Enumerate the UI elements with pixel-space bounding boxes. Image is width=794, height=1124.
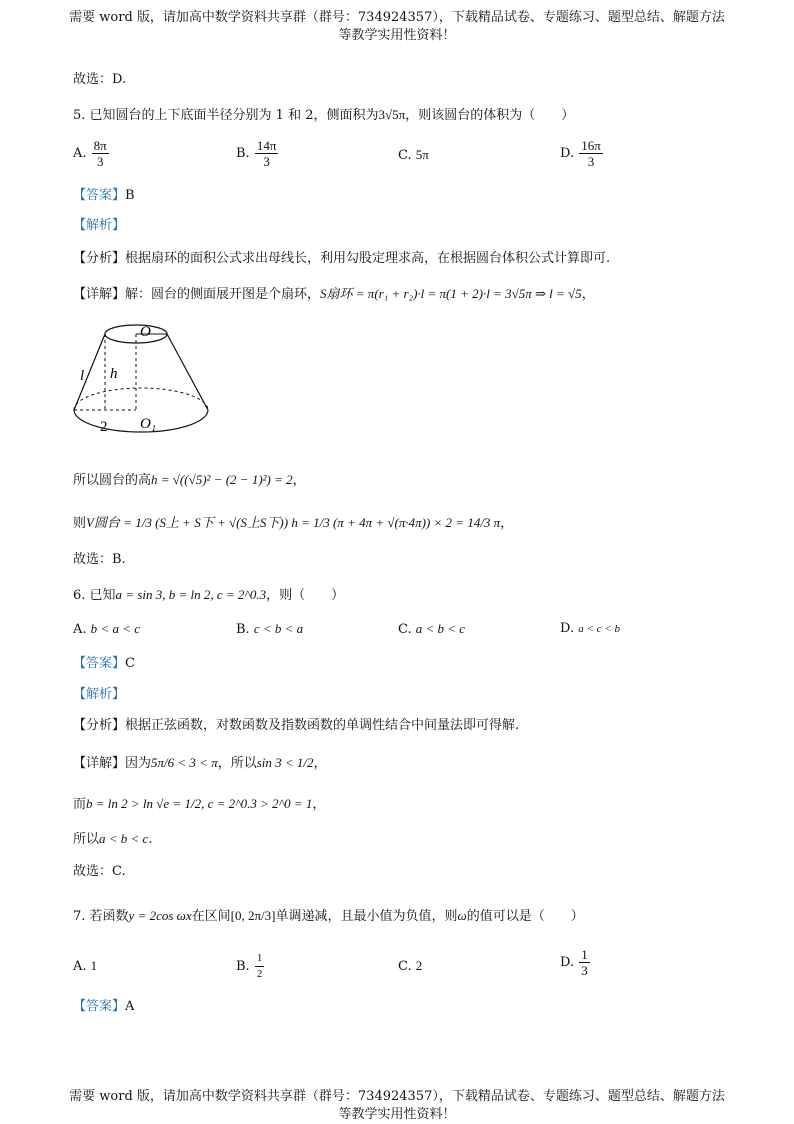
label-height: h <box>110 366 118 382</box>
q7-option-d: D. $\frac{1}{3}$ <box>560 947 588 978</box>
q7-option-a: A. 1 <box>73 958 98 974</box>
page-footer <box>0 1088 794 1124</box>
fraction: $\frac{14\pi}{3}$ <box>256 138 277 169</box>
q5-volume-formula: V圆台 = 1/3 (S上 + S下 + √(S上S下)) h = 1/3 (π + 4π + √(π·4π)) × 2 = 14/3 π <box>86 515 501 530</box>
q5-conclusion: 故选：B. <box>73 552 126 567</box>
q7-stem: 7. 若函数y = 2cos ωx在区间[0, 2π/3]单调递减，且最小值为负值，则ω的值可以是（ ） <box>73 908 584 924</box>
q6-fenxi: 【分析】根据正弦函数，对数函数及指数函数的单调性结合中间量法即可得解. <box>73 718 520 733</box>
label-radius: 2 <box>100 419 108 435</box>
q5-option-a: A. $\frac{8\pi}{3}$ <box>73 138 107 169</box>
footer-line1: 需要 word 版，请加高中数学资料共享群（群号：734924357），下载精品试卷、专题练习、题型总结、解题方法 <box>69 1089 725 1104</box>
frustum-bottom-back <box>74 388 208 410</box>
q5-detail: 【详解】解：圆台的侧面展开图是个扇环，S扇环 = π(r₁ + r₂)·l = π(1 + 2)·l = 3√5π ⇒ l = √5， <box>73 286 595 302</box>
q7-answer: 【答案】A <box>73 999 135 1014</box>
q5-volume-line: 则V圆台 = 1/3 (S上 + S下 + √(S上S下)) h = 1/3 (π + 4π + √(π·4π)) × 2 = 14/3 π， <box>73 515 514 531</box>
label-bottom-center: O₁ <box>140 416 157 432</box>
q5-height-line: 所以圆台的高h = √((√5)² − (2 − 1)²) = 2， <box>73 472 306 488</box>
fraction: $\frac{1}{3}$ <box>581 947 588 978</box>
q6-detail: 【详解】因为5π/6 < 3 < π，所以sin 3 < 1/2， <box>73 755 327 771</box>
q6-analysis-heading: 【解析】 <box>73 687 126 702</box>
q5-answer: 【答案】B <box>73 188 135 203</box>
q6-stem: 6. 已知a = sin 3, b = ln 2, c = 2^0.3，则（ ） <box>73 587 345 603</box>
q5-analysis-heading: 【解析】 <box>73 218 126 233</box>
q5-option-c: C. 5π <box>398 147 429 163</box>
previous-answer: 故选：D. <box>73 72 127 87</box>
page-header <box>0 9 794 45</box>
q6-conclusion: 故选：C. <box>73 864 126 879</box>
label-top-center: O <box>140 324 151 340</box>
q5-stem: 5. 已知圆台的上下底面半径分别为 1 和 2，侧面积为3√5π，则该圆台的体积为（ ） <box>73 107 575 123</box>
q6-option-d: D. a < c < b <box>560 621 620 636</box>
q7-option-c: C. 2 <box>398 958 423 974</box>
q7-interval: [0, 2π/3] <box>230 908 276 923</box>
fraction: $\frac{1}{2}$ <box>256 952 263 980</box>
q5-fenxi: 【分析】根据扇环的面积公式求出母线长，利用勾股定理求高，在根据圆台体积公式计算即可. <box>73 251 611 266</box>
q5-lateral-area: 3√5π <box>378 107 406 122</box>
footer-line2: 等教学实用性资料！ <box>338 1107 456 1122</box>
q5-option-b: B. $\frac{14\pi}{3}$ <box>236 138 277 169</box>
header-line2: 等教学实用性资料！ <box>338 28 456 43</box>
fraction: $\frac{16\pi}{3}$ <box>581 138 601 169</box>
q6-option-c: C. a < b < c <box>398 621 466 637</box>
label-slant: l <box>80 368 85 384</box>
q5-option-d: D. $\frac{16\pi}{3}$ <box>560 138 601 169</box>
q5-height-formula: h = √((√5)² − (2 − 1)²) = 2 <box>151 472 293 487</box>
fraction: $\frac{8\pi}{3}$ <box>93 138 107 169</box>
header-line1: 需要 word 版，请加高中数学资料共享群（群号：734924357），下载精品试卷、专题练习、题型总结、解题方法 <box>69 10 725 25</box>
q6-definitions: a = sin 3, b = ln 2, c = 2^0.3 <box>115 587 267 602</box>
q6-option-a: A. b < a < c <box>73 621 140 637</box>
q6-answer: 【答案】C <box>73 656 135 671</box>
q7-option-b: B. $\frac{1}{2}$ <box>236 952 263 980</box>
q6-option-b: B. c < b < a <box>236 621 304 637</box>
frustum-figure <box>70 318 220 443</box>
frustum-right-edge <box>167 334 208 410</box>
q6-detail-line2: 而b = ln 2 > ln √e = 1/2, c = 2^0.3 > 2^0 = 1， <box>73 796 326 812</box>
frustum-left-edge <box>74 334 105 410</box>
q5-sector-formula: S扇环 = π(r₁ + r₂)·l = π(1 + 2)·l = 3√5π ⇒ l = √5 <box>320 286 582 301</box>
q6-detail-line3: 所以a < b < c. <box>73 831 153 847</box>
